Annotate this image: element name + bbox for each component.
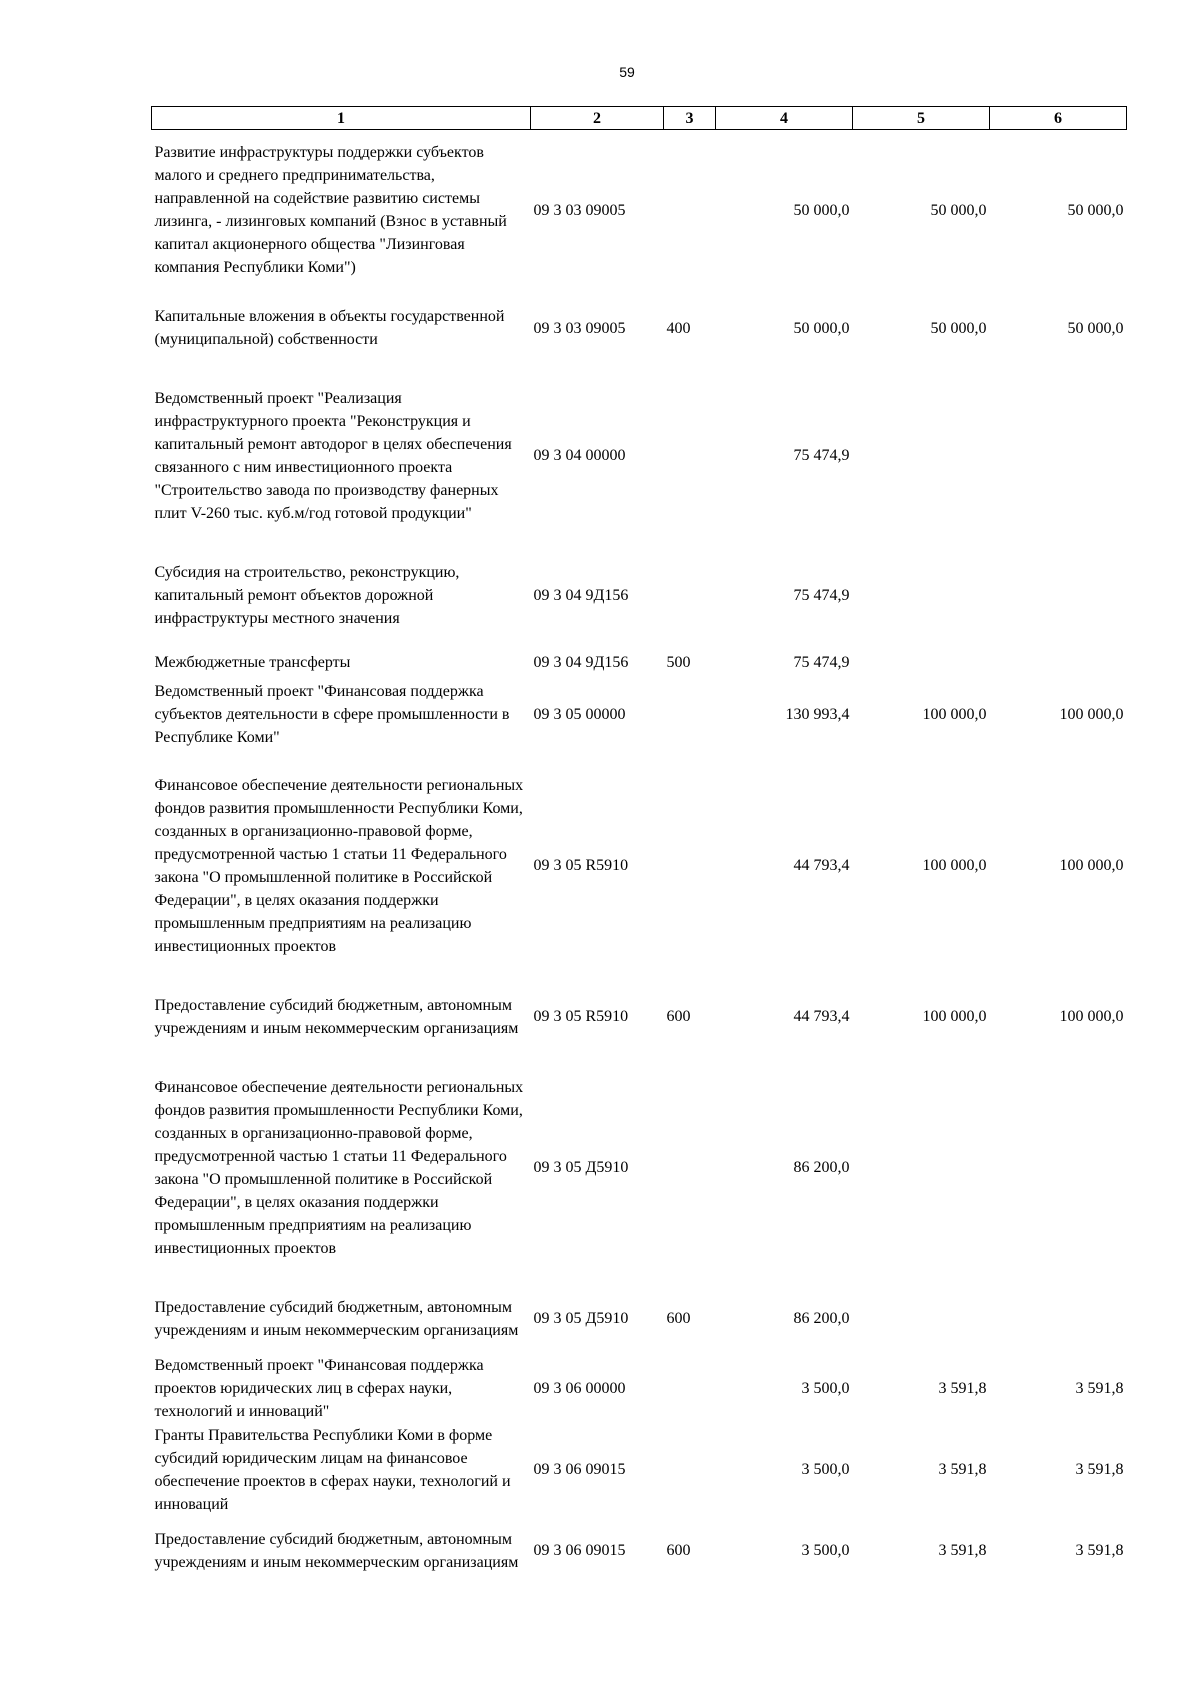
amount-col-6-cell — [990, 1052, 1127, 1284]
item-name-cell: Предоставление субсидий бюджетным, автономным учреждениям и иным некоммерческим организациям — [154, 996, 519, 1037]
header-col-5: 5 — [853, 107, 990, 130]
budget-table — [151, 106, 1127, 1586]
target-code-cell: 09 3 04 00000 — [533, 447, 626, 464]
amount-col-6-cell — [990, 366, 1127, 546]
header-col-6: 6 — [990, 107, 1127, 130]
page-number: 59 — [619, 64, 635, 80]
expense-type-cell: 500 — [666, 654, 691, 671]
table-row — [152, 680, 1127, 750]
item-name-cell: Капитальные вложения в объекты государственной (муниципальной) собственности — [154, 308, 505, 348]
amount-col-6-cell: 3 591,8 — [1075, 1380, 1124, 1397]
amount-col-4-cell: 50 000,0 — [793, 201, 850, 219]
amount-col-6-cell — [990, 546, 1127, 646]
amount-col-4-cell: 3 500,0 — [801, 1461, 850, 1478]
amount-col-4-cell: 44 793,4 — [793, 857, 850, 874]
expense-type-cell — [664, 1424, 716, 1516]
amount-col-5-cell: 50 000,0 — [930, 319, 987, 337]
amount-col-5-cell — [853, 1052, 990, 1284]
table-row — [152, 1354, 1127, 1424]
amount-col-4-cell: 50 000,0 — [793, 319, 850, 337]
expense-type-cell: 400 — [666, 319, 691, 337]
table-row — [152, 1284, 1127, 1354]
amount-col-5-cell: 100 000,0 — [922, 857, 987, 874]
amount-col-5-cell: 3 591,8 — [938, 1542, 987, 1559]
item-name-cell: Финансовое обеспечение деятельности региональных фондов развития промышленности Республики Коми, созданных в организационно-правовой форме, предусмотренной частью 1 статьи 11 Федерального закона "О промышленной политике в Российской Федерации", в целях оказания поддержки промышленным предприятиям на реализацию инвестиционных проектов — [154, 1078, 524, 1257]
target-code-cell: 09 3 05 00000 — [533, 706, 626, 723]
expense-type-cell: 600 — [666, 1542, 691, 1559]
amount-col-4-cell: 3 500,0 — [801, 1542, 850, 1559]
amount-col-4-cell: 44 793,4 — [793, 1008, 850, 1025]
expense-type-cell — [664, 750, 716, 982]
expense-type-cell — [664, 546, 716, 646]
target-code-cell: 09 3 06 09015 — [533, 1461, 626, 1478]
item-name-cell: Предоставление субсидий бюджетным, автономным учреждениям и иным некоммерческим организациям — [154, 1298, 519, 1339]
table-row — [152, 130, 1127, 291]
amount-col-6-cell: 50 000,0 — [1067, 319, 1124, 337]
amount-col-6-cell: 50 000,0 — [1067, 201, 1124, 219]
table-row — [152, 546, 1127, 646]
target-code-cell: 09 3 05 Д5910 — [533, 1159, 629, 1176]
amount-col-5-cell: 50 000,0 — [930, 201, 987, 219]
amount-col-6-cell — [990, 646, 1127, 680]
item-name-cell: Предоставление субсидий бюджетным, автономным учреждениям и иным некоммерческим организациям — [154, 1530, 519, 1571]
expense-type-cell — [664, 1052, 716, 1284]
amount-col-6-cell: 100 000,0 — [1059, 1008, 1124, 1025]
amount-col-6-cell: 100 000,0 — [1059, 706, 1124, 723]
expense-type-cell — [664, 366, 716, 546]
amount-col-5-cell: 3 591,8 — [938, 1380, 987, 1397]
amount-col-6-cell: 100 000,0 — [1059, 857, 1124, 874]
table-row — [152, 366, 1127, 546]
item-name-cell: Ведомственный проект "Реализация инфраструктурного проекта "Реконструкция и капитальный ремонт автодорог в целях обеспечения связанного с ним инвестиционного проекта "Строительство завода по производству фанерных плит V-260 тыс. куб.м/год готовой продукции" — [154, 389, 512, 522]
amount-col-4-cell: 3 500,0 — [801, 1380, 850, 1397]
target-code-cell: 09 3 06 09015 — [533, 1542, 626, 1559]
target-code-cell: 09 3 04 9Д156 — [533, 654, 629, 671]
target-code-cell: 09 3 03 09005 — [533, 319, 626, 337]
table-row — [152, 646, 1127, 680]
amount-col-5-cell: 3 591,8 — [938, 1461, 987, 1478]
amount-col-6-cell: 3 591,8 — [1075, 1461, 1124, 1478]
target-code-cell: 09 3 05 R5910 — [533, 1008, 629, 1025]
amount-col-5-cell — [853, 646, 990, 680]
table-row — [152, 291, 1127, 366]
item-name-cell: Развитие инфраструктуры поддержки субъектов малого и среднего предпринимательства, направленной на содействие развитию системы лизинга, - лизинговых компаний (Взнос в уставный капитал акционерного общества "Лизинговая компания Республики Коми") — [154, 144, 507, 277]
amount-col-6-cell — [990, 1284, 1127, 1354]
amount-col-5-cell: 100 000,0 — [922, 1008, 987, 1025]
expense-type-cell — [664, 130, 716, 291]
item-name-cell: Субсидия на строительство, реконструкцию, капитальный ремонт объектов дорожной инфраструктуры местного значения — [154, 564, 460, 627]
header-col-4: 4 — [716, 107, 853, 130]
amount-col-4-cell: 75 474,9 — [793, 447, 850, 464]
expense-type-cell — [664, 1354, 716, 1424]
amount-col-5-cell — [853, 1284, 990, 1354]
header-row — [152, 107, 1127, 130]
item-name-cell: Финансовое обеспечение деятельности региональных фондов развития промышленности Республики Коми, созданных в организационно-правовой форме, предусмотренной частью 1 статьи 11 Федерального закона "О промышленной политике в Российской Федерации", в целях оказания поддержки промышленным предприятиям на реализацию инвестиционных проектов — [154, 776, 524, 955]
table-row — [152, 1424, 1127, 1516]
amount-col-4-cell: 75 474,9 — [793, 654, 850, 671]
amount-col-4-cell: 86 200,0 — [793, 1310, 850, 1327]
target-code-cell: 09 3 05 R5910 — [533, 857, 629, 874]
table-row — [152, 750, 1127, 982]
header-col-3: 3 — [664, 107, 716, 130]
expense-type-cell: 600 — [666, 1310, 691, 1327]
target-code-cell: 09 3 03 09005 — [533, 201, 626, 219]
amount-col-4-cell: 75 474,9 — [793, 587, 850, 604]
amount-col-4-cell: 130 993,4 — [785, 706, 850, 723]
item-name-cell: Ведомственный проект "Финансовая поддержка субъектов деятельности в сфере промышленности в Республике Коми" — [154, 683, 510, 746]
item-name-cell: Гранты Правительства Республики Коми в форме субсидий юридическим лицам на финансовое обеспечение проектов в сферах науки, технологий и инноваций — [154, 1426, 511, 1513]
target-code-cell: 09 3 06 00000 — [533, 1380, 626, 1397]
amount-col-5-cell — [853, 546, 990, 646]
expense-type-cell — [664, 680, 716, 750]
item-name-cell: Межбюджетные трансферты — [154, 654, 351, 671]
header-col-1: 1 — [152, 107, 531, 130]
table-row — [152, 982, 1127, 1052]
table-row — [152, 1052, 1127, 1284]
header-col-2: 2 — [531, 107, 664, 130]
target-code-cell: 09 3 04 9Д156 — [533, 587, 629, 604]
amount-col-4-cell: 86 200,0 — [793, 1159, 850, 1176]
amount-col-6-cell: 3 591,8 — [1075, 1542, 1124, 1559]
table-row — [152, 1516, 1127, 1586]
target-code-cell: 09 3 05 Д5910 — [533, 1310, 629, 1327]
expense-type-cell: 600 — [666, 1008, 691, 1025]
amount-col-5-cell — [853, 366, 990, 546]
item-name-cell: Ведомственный проект "Финансовая поддержка проектов юридических лиц в сферах науки, технологий и инноваций" — [154, 1357, 484, 1420]
amount-col-5-cell: 100 000,0 — [922, 706, 987, 723]
